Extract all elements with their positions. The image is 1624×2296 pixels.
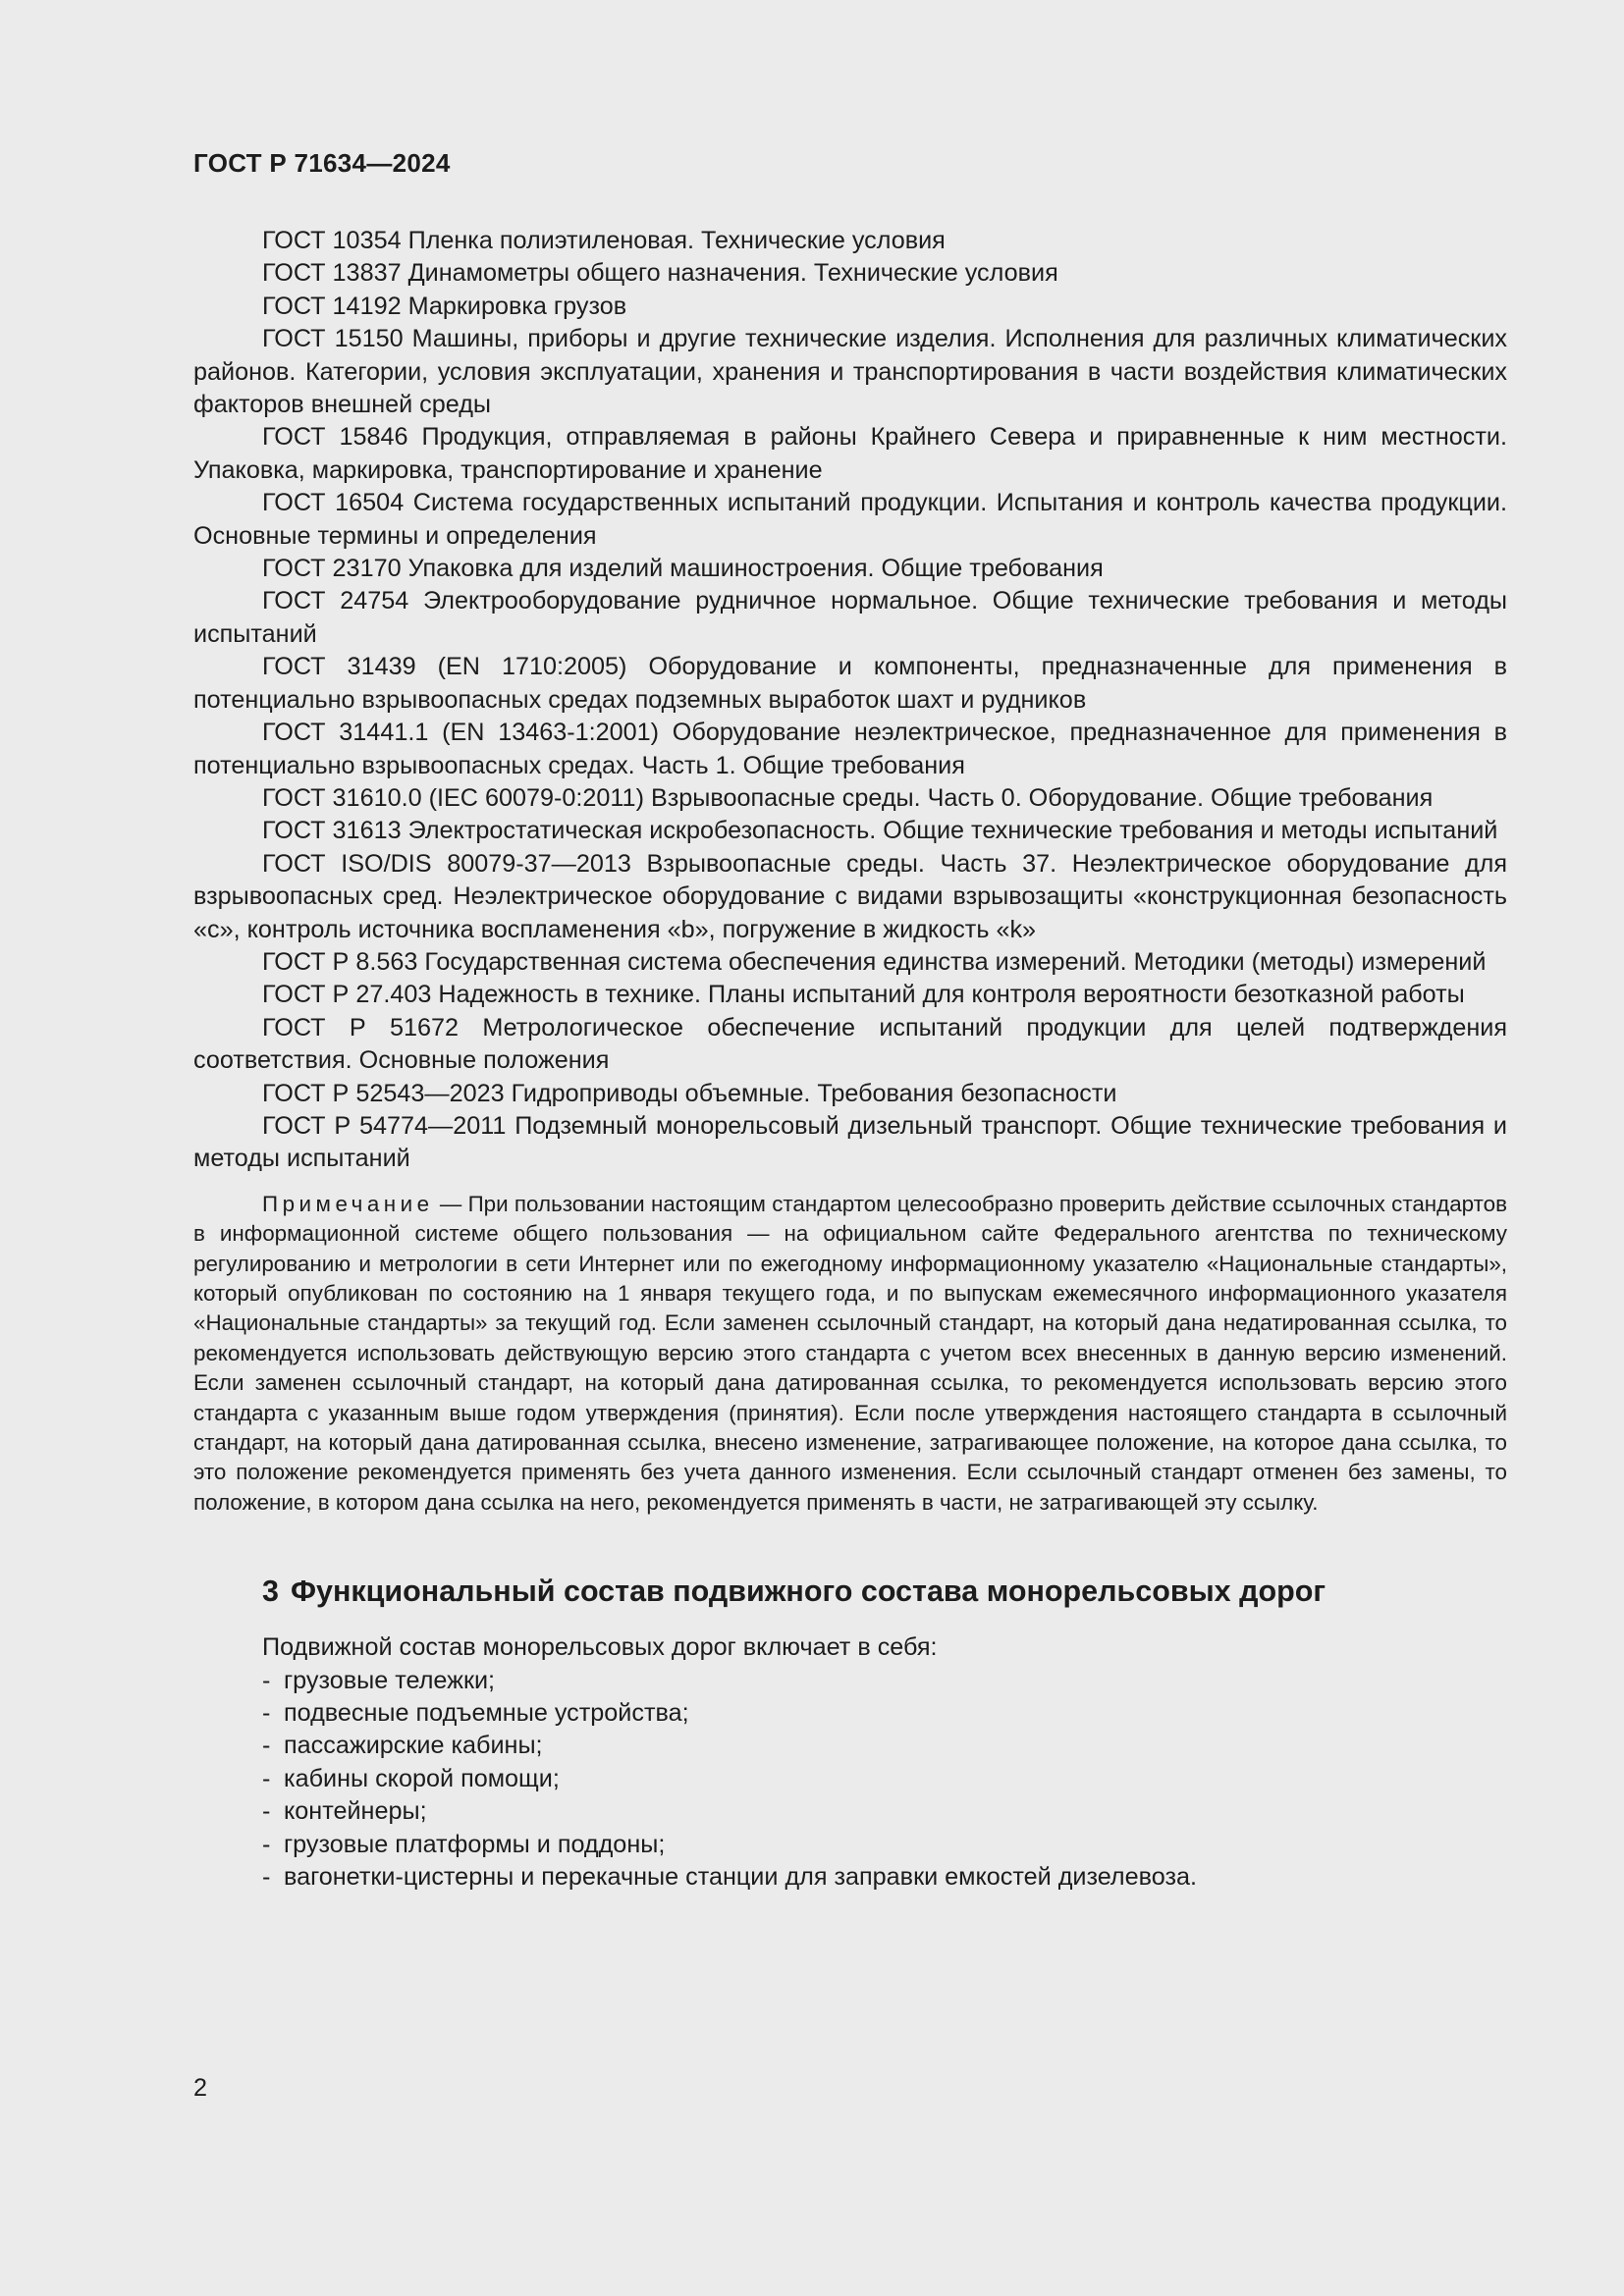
reference-entry: ГОСТ 13837 Динамометры общего назначения. Технические условия: [262, 259, 1058, 288]
document-header: ГОСТ Р 71634—2024: [193, 148, 451, 178]
list-bullet: -: [262, 1863, 271, 1892]
list-item-text: подвесные подъемные устройства;: [284, 1699, 689, 1728]
list-item: [262, 1730, 1507, 1762]
reference-entry: ГОСТ 31610.0 (IEC 60079-0:2011) Взрывоопасные среды. Часть 0. Оборудование. Общие требования: [262, 783, 1434, 812]
list-item-text: вагонетки-цистерны и перекачные станции для заправки емкостей дизелевоза.: [284, 1863, 1197, 1892]
note-text: — При пользовании настоящим стандартом целесообразно проверить действие ссылочных стандартов в информационной системе общего пользования — на официальном сайте Федерального агентства по техническому регулированию и метрологии в сети Интернет или по ежегодному информационному указателю «Национальные стандарты», который опубликован по состоянию на 1 января текущего года, и по выпускам ежемесячного информационного указателя «Национальные стандарты» за текущий год. Если заменен ссылочный стандарт, на который дана недатированная ссылка, то рекомендуется использовать действующую версию этого стандарта с учетом всех внесенных в данную версию изменений. Если заменен ссылочный стандарт, на который дана датированная ссылка, то рекомендуется использовать версию этого стандарта с указанным выше годом утверждения (принятия). Если после утверждения настоящего стандарта в ссылочный стандарт, на который дана датированная ссылка, внесено изменение, затрагивающее положение, на которое дана ссылка, то это положение рекомендуется применять без учета данного изменения. Если ссылочный стандарт отменен без замены, то положение, в котором дана ссылка на него, рекомендуется применять в части, не затрагивающей эту ссылку.: [193, 1191, 1507, 1515]
list-item-text: пассажирские кабины;: [284, 1732, 543, 1760]
normative-references-list: [193, 225, 1507, 1176]
page-content: [193, 225, 1507, 1895]
list-item-text: кабины скорой помощи;: [284, 1764, 560, 1792]
reference-entry: ГОСТ Р 54774—2011 Подземный монорельсовый дизельный транспорт. Общие технические требования и методы испытаний: [193, 1111, 1507, 1173]
reference-entry: ГОСТ 10354 Пленка полиэтиленовая. Технические условия: [262, 227, 946, 254]
list-bullet: -: [262, 1797, 271, 1826]
reference-entry: ГОСТ Р 27.403 Надежность в технике. Планы испытаний для контроля вероятности безотказной работы: [262, 981, 1465, 1009]
reference-entry: ГОСТ Р 52543—2023 Гидроприводы объемные. Требования безопасности: [262, 1079, 1117, 1107]
list-item-text: контейнеры;: [284, 1797, 427, 1826]
list-item-text: грузовые тележки;: [284, 1666, 496, 1694]
list-bullet: -: [262, 1699, 271, 1728]
section-heading: [262, 1573, 1507, 1610]
list-item: [262, 1829, 1507, 1861]
page-number: 2: [193, 2074, 208, 2102]
list-item: [262, 1665, 1507, 1697]
list-bullet: -: [262, 1764, 271, 1792]
section-number: 3: [262, 1575, 279, 1609]
list-bullet: -: [262, 1830, 271, 1858]
list-item: [262, 1795, 1507, 1828]
list-item: [262, 1697, 1507, 1730]
reference-entry: ГОСТ 16504 Система государственных испытаний продукции. Испытания и контроль качества продукции. Основные термины и определения: [193, 489, 1507, 550]
reference-entry: ГОСТ 15846 Продукция, отправляемая в районы Крайнего Севера и приравненные к ним местности. Упаковка, маркировка, транспортирование и хранение: [193, 423, 1507, 484]
section-intro: Подвижной состав монорельсовых дорог включает в себя:: [262, 1633, 938, 1662]
list-item: [262, 1763, 1507, 1795]
reference-entry: ГОСТ 23170 Упаковка для изделий машиностроения. Общие требования: [262, 555, 1104, 583]
list-bullet: -: [262, 1666, 271, 1694]
reference-entry: ГОСТ 14192 Маркировка грузов: [262, 292, 627, 320]
reference-entry: ГОСТ ISO/DIS 80079-37—2013 Взрывоопасные среды. Часть 37. Неэлектрическое оборудование для взрывоопасных сред. Неэлектрическое оборудование с видами взрывозащиты «конструкционная безопасность «с», контроль источника воспламенения «b», погружение в жидкость «k»: [193, 849, 1507, 943]
reference-entry: ГОСТ 31439 (EN 1710:2005) Оборудование и компоненты, предназначенные для применения в потенциально взрывоопасных средах подземных выработок шахт и рудников: [193, 653, 1507, 714]
reference-entry: ГОСТ 24754 Электрооборудование рудничное нормальное. Общие технические требования и методы испытаний: [193, 587, 1507, 648]
reference-entry: ГОСТ 15150 Машины, приборы и другие технические изделия. Исполнения для различных климатических районов. Категории, условия эксплуатации, хранения и транспортирования в части воздействия климатических факторов внешней среды: [193, 325, 1507, 419]
list-item: [262, 1861, 1507, 1894]
reference-entry: ГОСТ Р 8.563 Государственная система обеспечения единства измерений. Методики (методы) измерений: [262, 947, 1487, 976]
note-label: Примечание: [262, 1191, 434, 1216]
reference-entry: ГОСТ 31613 Электростатическая искробезопасность. Общие технические требования и методы испытаний: [262, 817, 1498, 845]
rolling-stock-list: [262, 1665, 1507, 1895]
list-item-text: грузовые платформы и поддоны;: [284, 1830, 666, 1858]
reference-entry: ГОСТ 31441.1 (EN 13463-1:2001) Оборудование неэлектрическое, предназначенное для применения в потенциально взрывоопасных средах. Часть 1. Общие требования: [193, 719, 1507, 779]
section-title: Функциональный состав подвижного состава монорельсовых дорог: [290, 1575, 1326, 1609]
reference-entry: ГОСТ Р 51672 Метрологическое обеспечение испытаний продукции для целей подтверждения соответствия. Основные положения: [193, 1013, 1507, 1075]
list-bullet: -: [262, 1732, 271, 1760]
note-paragraph: [193, 1190, 1507, 1518]
